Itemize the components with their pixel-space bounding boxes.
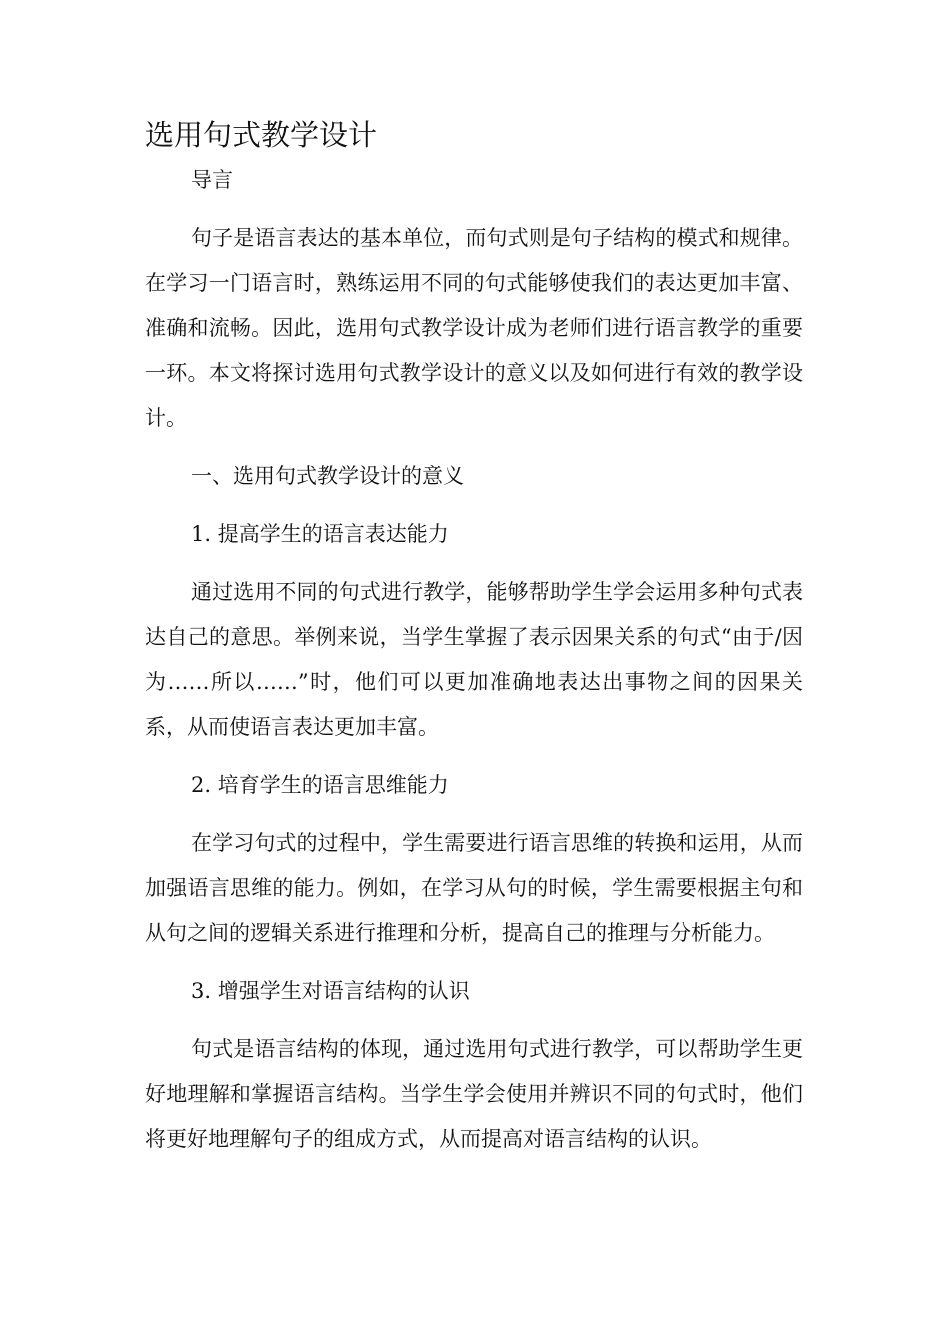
- item-heading-3: 3. 增强学生对语言结构的认识: [191, 979, 470, 1003]
- intro-heading: 导言: [191, 168, 233, 192]
- item-heading-1: 1. 提高学生的语言表达能力: [191, 522, 449, 546]
- item-paragraph-2: 在学习句式的过程中，学生需要进行语言思维的转换和运用，从而加强语言思维的能力。例如，在学习从句的时候，学生需要根据主句和从句之间的逻辑关系进行推理和分析，提高自己的推理与分析能力。: [145, 831, 803, 945]
- intro-paragraph: 句子是语言表达的基本单位，而句式则是句子结构的模式和规律。在学习一门语言时，熟练运用不同的句式能够使我们的表达更加丰富、准确和流畅。因此，选用句式教学设计成为老师们进行语言教学的重要一环。本文将探讨选用句式教学设计的意义以及如何进行有效的教学设计。: [145, 226, 803, 430]
- document-body: [145, 158, 803, 1175]
- section-heading-significance: 一、选用句式教学设计的意义: [191, 464, 464, 488]
- item-paragraph-3: 句式是语言结构的体现，通过选用句式进行教学，可以帮助学生更好地理解和掌握语言结构。当学生学会使用并辨识不同的句式时，他们将更好地理解句子的组成方式，从而提高对语言结构的认识。: [145, 1037, 803, 1151]
- item-paragraph-1: 通过选用不同的句式进行教学，能够帮助学生学会运用多种句式表达自己的意思。举例来说，当学生掌握了表示因果关系的句式“由于/因为……所以……”时，他们可以更加准确地表达出事物之间的因果关系，从而使语言表达更加丰富。: [145, 580, 803, 739]
- item-heading-2: 2. 培育学生的语言思维能力: [191, 773, 449, 797]
- document-title: 选用句式教学设计: [145, 118, 378, 152]
